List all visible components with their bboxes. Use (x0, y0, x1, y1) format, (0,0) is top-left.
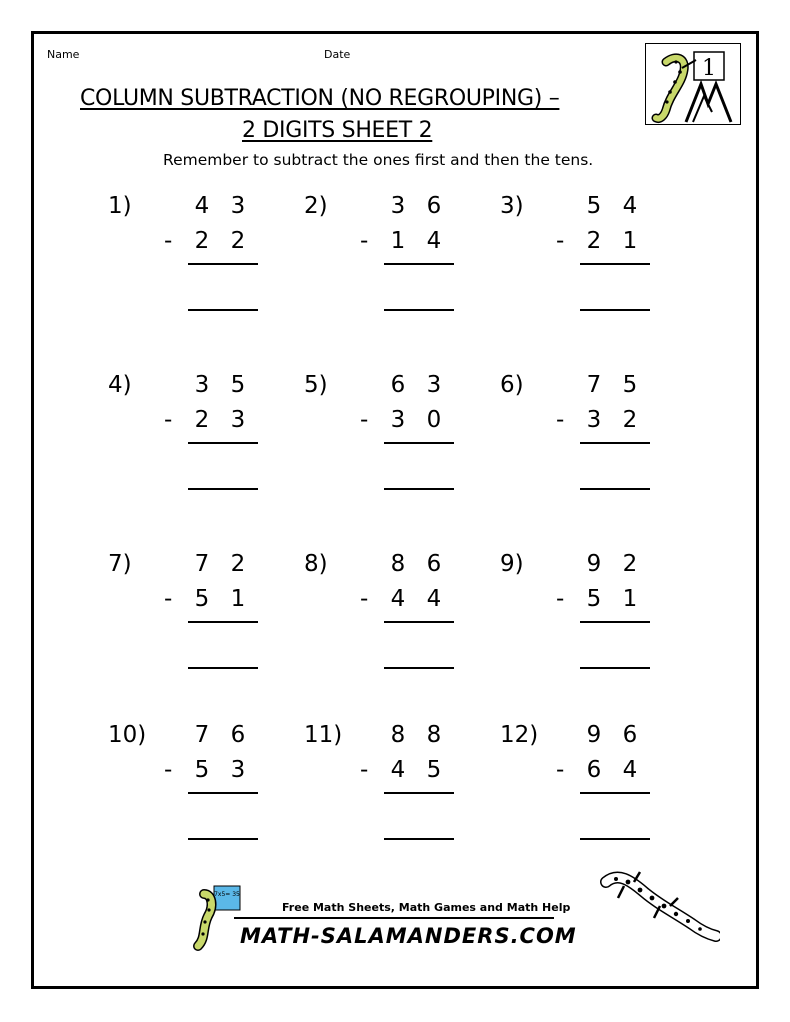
footer-salamander-icon (186, 880, 246, 952)
ones-digit: 3 (230, 407, 246, 433)
salamander-teacher-icon (646, 44, 740, 124)
ones-digit: 3 (426, 372, 442, 398)
problem-6 (500, 372, 690, 502)
tens-digit: 8 (390, 551, 406, 577)
ones-digit: 5 (426, 757, 442, 783)
sum-line (580, 442, 650, 444)
minus-sign: - (360, 586, 369, 612)
sum-line (580, 621, 650, 623)
problem-number: 8) (304, 551, 328, 577)
ones-digit: 2 (622, 551, 638, 577)
ones-digit: 3 (230, 193, 246, 219)
minus-sign: - (360, 228, 369, 254)
grade-logo (645, 43, 741, 125)
tens-digit: 3 (586, 407, 602, 433)
board-text: 7x5= 35 (214, 891, 240, 898)
problem-11 (304, 722, 494, 852)
ones-digit: 6 (426, 551, 442, 577)
answer-line[interactable] (384, 488, 454, 490)
problem-12 (500, 722, 690, 852)
tens-digit: 9 (586, 722, 602, 748)
footer-tagline: Free Math Sheets, Math Games and Math Help (282, 901, 571, 914)
minus-sign: - (556, 757, 565, 783)
tens-digit: 9 (586, 551, 602, 577)
problem-number: 2) (304, 193, 328, 219)
problem-7 (108, 551, 298, 681)
ones-digit: 2 (230, 551, 246, 577)
ones-digit: 4 (426, 228, 442, 254)
minus-sign: - (164, 228, 173, 254)
ones-digit: 5 (230, 372, 246, 398)
answer-line[interactable] (580, 309, 650, 311)
ones-digit: 2 (622, 407, 638, 433)
minus-sign: - (164, 407, 173, 433)
problem-1 (108, 193, 298, 323)
ones-digit: 4 (426, 586, 442, 612)
tens-digit: 1 (390, 228, 406, 254)
sum-line (580, 263, 650, 265)
sum-line (384, 621, 454, 623)
problem-number: 3) (500, 193, 524, 219)
answer-line[interactable] (580, 838, 650, 840)
title-line-2: 2 DIGITS SHEET 2 (242, 118, 433, 143)
tens-digit: 3 (390, 407, 406, 433)
sum-line (384, 792, 454, 794)
ones-digit: 8 (426, 722, 442, 748)
problem-3 (500, 193, 690, 323)
ones-digit: 2 (230, 228, 246, 254)
instruction-text: Remember to subtract the ones first and then the tens. (163, 151, 594, 169)
problem-number: 10) (108, 722, 147, 748)
problem-10 (108, 722, 298, 852)
ones-digit: 0 (426, 407, 442, 433)
tens-digit: 6 (586, 757, 602, 783)
answer-line[interactable] (580, 667, 650, 669)
sum-line (188, 263, 258, 265)
ones-digit: 1 (622, 586, 638, 612)
sum-line (188, 621, 258, 623)
tens-digit: 6 (390, 372, 406, 398)
problem-4 (108, 372, 298, 502)
ones-digit: 5 (622, 372, 638, 398)
grade-badge: 1 (702, 56, 716, 81)
ones-digit: 6 (426, 193, 442, 219)
minus-sign: - (360, 757, 369, 783)
name-label: Name (47, 48, 80, 61)
problem-number: 1) (108, 193, 132, 219)
footer-brand: MATH-SALAMANDERS.COM (240, 924, 577, 948)
tens-digit: 5 (194, 757, 210, 783)
answer-line[interactable] (188, 488, 258, 490)
minus-sign: - (164, 757, 173, 783)
problem-number: 11) (304, 722, 343, 748)
minus-sign: - (556, 586, 565, 612)
title-line-1: COLUMN SUBTRACTION (NO REGROUPING) – (80, 86, 560, 111)
problem-number: 4) (108, 372, 132, 398)
answer-line[interactable] (580, 488, 650, 490)
ones-digit: 1 (230, 586, 246, 612)
ones-digit: 4 (622, 193, 638, 219)
tens-digit: 7 (194, 722, 210, 748)
problem-9 (500, 551, 690, 681)
answer-line[interactable] (188, 667, 258, 669)
answer-line[interactable] (384, 667, 454, 669)
tens-digit: 3 (390, 193, 406, 219)
ones-digit: 3 (230, 757, 246, 783)
sum-line (188, 792, 258, 794)
minus-sign: - (556, 228, 565, 254)
sum-line (580, 792, 650, 794)
tens-digit: 2 (586, 228, 602, 254)
tens-digit: 4 (390, 586, 406, 612)
tens-digit: 5 (194, 586, 210, 612)
sum-line (384, 442, 454, 444)
sum-line (384, 263, 454, 265)
problem-number: 7) (108, 551, 132, 577)
tens-digit: 7 (194, 551, 210, 577)
minus-sign: - (360, 407, 369, 433)
minus-sign: - (164, 586, 173, 612)
problem-number: 5) (304, 372, 328, 398)
tens-digit: 7 (586, 372, 602, 398)
ones-digit: 1 (622, 228, 638, 254)
ones-digit: 6 (622, 722, 638, 748)
ones-digit: 4 (622, 757, 638, 783)
answer-line[interactable] (384, 309, 454, 311)
tens-digit: 4 (390, 757, 406, 783)
tens-digit: 2 (194, 407, 210, 433)
answer-line[interactable] (384, 838, 454, 840)
answer-line[interactable] (188, 838, 258, 840)
tens-digit: 5 (586, 193, 602, 219)
problem-number: 9) (500, 551, 524, 577)
sum-line (188, 442, 258, 444)
ones-digit: 6 (230, 722, 246, 748)
problem-5 (304, 372, 494, 502)
problem-number: 6) (500, 372, 524, 398)
tens-digit: 2 (194, 228, 210, 254)
tens-digit: 8 (390, 722, 406, 748)
tens-digit: 5 (586, 586, 602, 612)
answer-line[interactable] (188, 309, 258, 311)
problem-number: 12) (500, 722, 539, 748)
problem-2 (304, 193, 494, 323)
tens-digit: 4 (194, 193, 210, 219)
salamander-icon (600, 868, 720, 942)
problem-8 (304, 551, 494, 681)
date-label: Date (324, 48, 351, 61)
minus-sign: - (556, 407, 565, 433)
tens-digit: 3 (194, 372, 210, 398)
footer-divider (234, 917, 554, 919)
